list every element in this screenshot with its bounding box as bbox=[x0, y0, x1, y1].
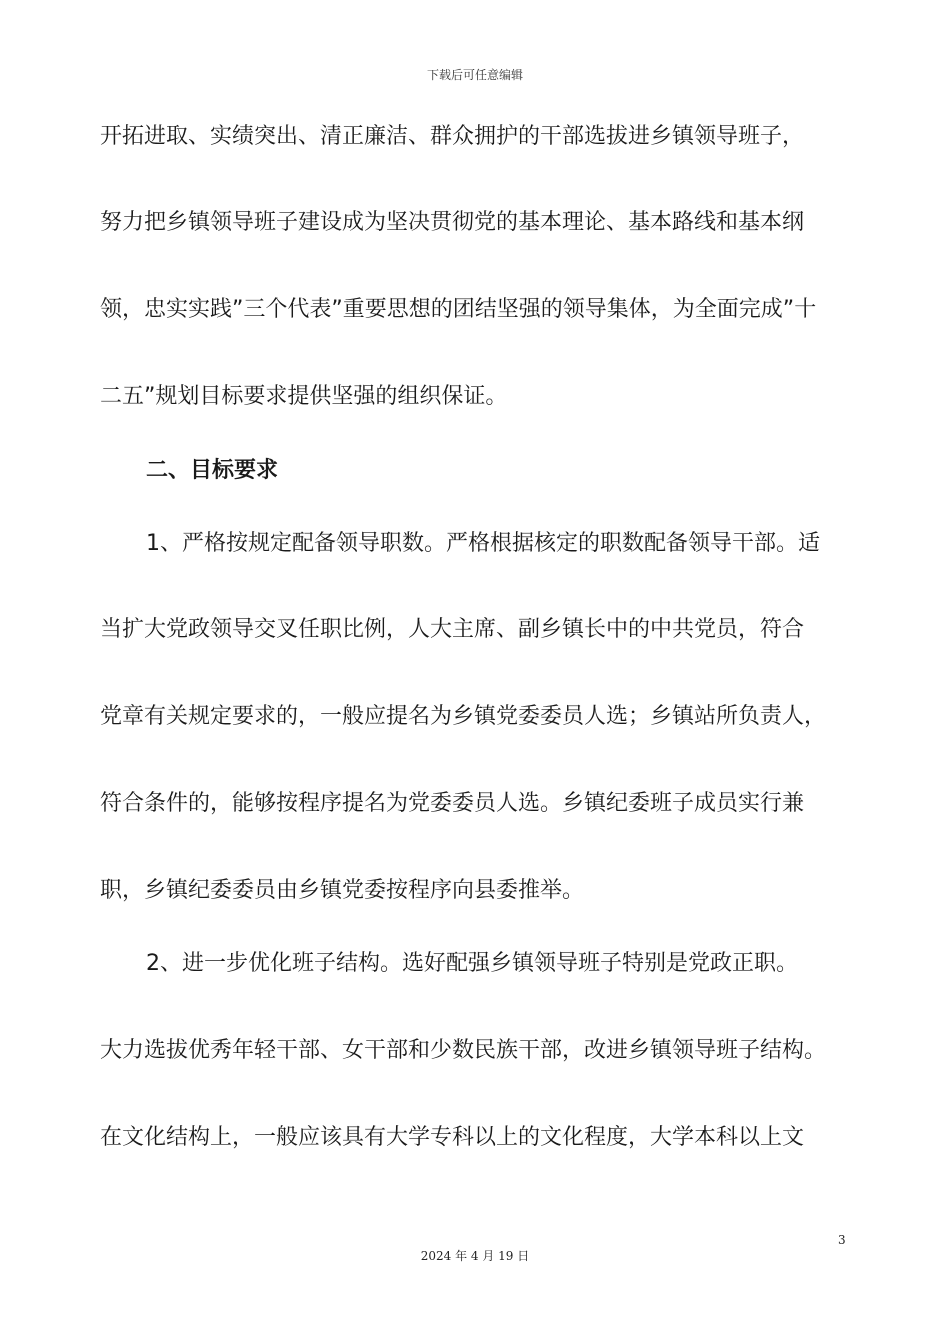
body-line: 努力把乡镇领导班子建设成为坚决贯彻党的基本理论、基本路线和基本纲 bbox=[100, 210, 805, 235]
header-note: 下载后可任意编辑 bbox=[426, 68, 523, 82]
body-line: 符合条件的，能够按程序提名为党委委员人选。乡镇纪委班子成员实行兼 bbox=[100, 791, 805, 816]
body-line: 领，忠实实践”三个代表”重要思想的团结坚强的领导集体，为全面完成”十 bbox=[100, 297, 817, 322]
body-line: 大力选拔优秀年轻干部、女干部和少数民族干部，改进乡镇领导班子结构。 bbox=[100, 1038, 827, 1063]
body-line: 1、严格按规定配备领导职数。严格根据核定的职数配备领导干部。适 bbox=[146, 531, 820, 556]
body-line: 党章有关规定要求的，一般应提名为乡镇党委委员人选；乡镇站所负责人， bbox=[100, 704, 827, 729]
body-line: 在文化结构上，一般应该具有大学专科以上的文化程度，大学本科以上文 bbox=[100, 1125, 805, 1150]
body-line: 职，乡镇纪委委员由乡镇党委按程序向县委推举。 bbox=[100, 878, 585, 903]
body-line: 当扩大党政领导交叉任职比例，人大主席、副乡镇长中的中共党员，符合 bbox=[100, 617, 805, 642]
page-number: 3 bbox=[838, 1233, 846, 1247]
footer-date: 2024 年 4 月 19 日 bbox=[420, 1249, 530, 1263]
section-heading: 二、目标要求 bbox=[146, 458, 279, 483]
body-line: 2、进一步优化班子结构。选好配强乡镇领导班子特别是党政正职。 bbox=[146, 951, 798, 976]
body-line: 开拓进取、实绩突出、清正廉洁、群众拥护的干部选拔进乡镇领导班子， bbox=[100, 124, 805, 149]
body-line: 二五”规划目标要求提供坚强的组织保证。 bbox=[100, 384, 508, 409]
